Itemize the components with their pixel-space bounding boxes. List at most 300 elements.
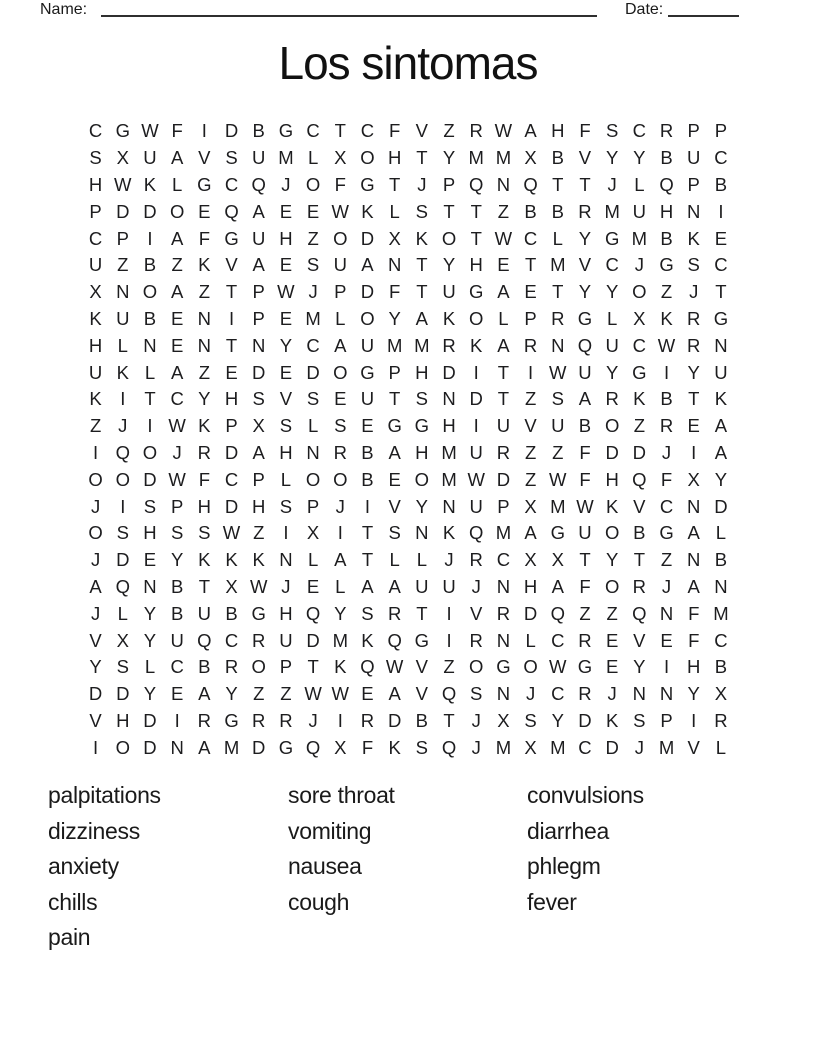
grid-letter: A	[170, 281, 184, 303]
grid-letter: E	[225, 361, 238, 383]
grid-letter: H	[279, 602, 293, 624]
grid-letter: Y	[687, 683, 700, 705]
grid-letter: M	[441, 468, 457, 490]
grid-letter: T	[198, 575, 210, 597]
grid-letter: H	[197, 495, 212, 517]
grid-letter: W	[549, 361, 567, 383]
grid-letter: Y	[89, 656, 102, 678]
grid-letter: E	[279, 361, 293, 383]
word-list-item: cough	[288, 888, 350, 915]
grid-letter: C	[714, 254, 728, 276]
grid-letter: Z	[117, 254, 129, 276]
grid-letter: S	[605, 120, 619, 142]
grid-letter: A	[252, 441, 265, 463]
grid-letter: E	[170, 683, 184, 705]
grid-letter: S	[306, 254, 320, 276]
grid-letter: O	[305, 173, 321, 195]
grid-letter: I	[147, 415, 153, 437]
grid-letter: M	[386, 334, 403, 356]
grid-letter: U	[605, 334, 619, 356]
grid-letter: Q	[632, 602, 647, 624]
grid-letter: V	[633, 629, 646, 651]
grid-letter: S	[687, 254, 700, 276]
word-list-item: fever	[527, 888, 577, 915]
grid-letter: Y	[198, 388, 211, 410]
grid-letter: F	[579, 441, 591, 463]
grid-letter: H	[523, 575, 538, 597]
grid-letter: V	[279, 388, 293, 410]
date-fill-in-line	[668, 0, 739, 17]
grid-letter: Z	[524, 468, 537, 490]
grid-letter: U	[469, 495, 483, 517]
grid-letter: V	[89, 629, 102, 651]
grid-letter: B	[714, 656, 728, 678]
grid-letter: B	[714, 549, 728, 571]
grid-letter: P	[388, 361, 401, 383]
grid-letter: N	[687, 495, 701, 517]
grid-letter: L	[117, 602, 128, 624]
grid-letter: X	[714, 683, 728, 705]
grid-letter: V	[578, 147, 592, 169]
grid-letter: J	[335, 495, 345, 517]
grid-letter: N	[496, 629, 511, 651]
grid-letter: E	[497, 254, 510, 276]
grid-letter: B	[143, 254, 157, 276]
grid-letter: Z	[633, 415, 645, 437]
grid-letter: W	[331, 683, 350, 705]
grid-letter: F	[579, 120, 591, 142]
grid-letter: Y	[170, 549, 184, 571]
grid-letter: P	[252, 307, 265, 329]
grid-letter: N	[496, 575, 511, 597]
grid-letter: P	[89, 200, 102, 222]
grid-letter: E	[306, 575, 320, 597]
grid-letter: W	[304, 683, 322, 705]
grid-letter: O	[360, 307, 375, 329]
grid-letter: Q	[115, 441, 130, 463]
grid-letter: N	[714, 334, 728, 356]
grid-letter: U	[442, 281, 456, 303]
grid-letter: J	[417, 173, 427, 195]
name-label: Name:	[40, 1, 88, 18]
grid-letter: Z	[497, 200, 510, 222]
grid-letter: R	[197, 441, 212, 463]
grid-letter: A	[388, 441, 401, 463]
grid-letter: B	[225, 602, 238, 624]
grid-letter: S	[89, 147, 102, 169]
grid-letter: O	[604, 415, 620, 437]
grid-letter: S	[306, 388, 320, 410]
grid-letter: J	[90, 495, 101, 517]
grid-letter: H	[387, 147, 402, 169]
grid-letter: Z	[660, 281, 673, 303]
grid-letter: N	[279, 549, 293, 571]
grid-letter: H	[88, 173, 103, 195]
grid-letter: C	[170, 656, 184, 678]
grid-letter: G	[469, 281, 484, 303]
grid-letter: O	[333, 227, 348, 249]
grid-letter: J	[172, 441, 182, 463]
grid-letter: V	[415, 683, 429, 705]
grid-letter: L	[144, 656, 156, 678]
grid-letter: J	[308, 281, 318, 303]
grid-letter: X	[551, 549, 564, 571]
grid-letter: R	[252, 629, 266, 651]
grid-letter: M	[550, 254, 566, 276]
grid-letter: Y	[279, 334, 293, 356]
grid-letter: U	[360, 388, 375, 410]
grid-letter: N	[659, 602, 674, 624]
grid-letter: A	[198, 736, 211, 758]
grid-letter: U	[252, 147, 266, 169]
grid-letter: D	[252, 361, 266, 383]
grid-letter: J	[471, 736, 481, 758]
grid-letter: N	[116, 281, 130, 303]
grid-letter: G	[360, 361, 375, 383]
grid-letter: E	[334, 388, 347, 410]
grid-letter: M	[495, 147, 512, 169]
grid-letter: W	[385, 656, 404, 678]
grid-letter: R	[523, 334, 538, 356]
grid-letter: Z	[606, 602, 618, 624]
grid-letter: J	[634, 736, 644, 758]
grid-letter: A	[551, 575, 564, 597]
grid-letter: Y	[551, 709, 564, 731]
grid-letter: K	[605, 709, 619, 731]
grid-letter: K	[714, 388, 728, 410]
grid-letter: Y	[334, 602, 347, 624]
grid-letter: C	[551, 629, 565, 651]
grid-letter: T	[361, 549, 374, 571]
grid-letter: R	[252, 709, 266, 731]
grid-letter: J	[118, 415, 128, 437]
grid-letter: A	[334, 549, 347, 571]
grid-letter: N	[306, 441, 320, 463]
grid-letter: H	[116, 709, 130, 731]
grid-letter: Y	[714, 468, 728, 490]
grid-letter: U	[714, 361, 728, 383]
grid-letter: Q	[441, 683, 457, 705]
grid-letter: A	[714, 441, 728, 463]
grid-letter: O	[251, 656, 266, 678]
grid-letter: D	[143, 709, 157, 731]
grid-letter: L	[335, 307, 346, 329]
grid-letter: V	[225, 254, 238, 276]
grid-letter: T	[416, 602, 428, 624]
grid-letter: O	[88, 522, 103, 544]
grid-letter: P	[660, 709, 673, 731]
grid-letter: V	[198, 147, 211, 169]
grid-letter: R	[469, 549, 483, 571]
grid-letter: C	[632, 120, 647, 142]
grid-letter: Z	[89, 415, 102, 437]
grid-letter: K	[388, 736, 401, 758]
grid-letter: P	[116, 227, 129, 249]
grid-letter: H	[415, 441, 429, 463]
grid-letter: Z	[524, 441, 537, 463]
grid-letter: U	[442, 575, 456, 597]
grid-letter: G	[360, 173, 375, 195]
grid-letter: M	[441, 441, 457, 463]
grid-letter: W	[141, 120, 159, 142]
grid-letter: F	[579, 468, 591, 490]
grid-letter: V	[89, 709, 102, 731]
grid-letter: V	[578, 254, 592, 276]
grid-letter: V	[687, 736, 700, 758]
grid-letter: A	[252, 200, 265, 222]
word-list-item: nausea	[288, 853, 362, 879]
grid-letter: D	[116, 200, 130, 222]
grid-letter: M	[550, 736, 566, 758]
grid-letter: H	[88, 334, 103, 356]
grid-letter: J	[661, 441, 672, 463]
grid-letter: U	[551, 415, 565, 437]
grid-letter: F	[389, 281, 401, 303]
grid-letter: P	[687, 173, 700, 195]
grid-letter: F	[660, 468, 673, 490]
grid-letter: B	[551, 200, 564, 222]
grid-letter: S	[470, 683, 483, 705]
grid-letter: L	[607, 307, 618, 329]
grid-letter: Y	[687, 361, 700, 383]
grid-letter: O	[469, 656, 484, 678]
grid-letter: U	[252, 227, 266, 249]
grid-letter: Q	[469, 522, 484, 544]
grid-letter: Q	[387, 629, 402, 651]
grid-letter: W	[277, 281, 295, 303]
grid-letter: E	[279, 200, 293, 222]
grid-letter: A	[578, 388, 592, 410]
grid-letter: R	[197, 709, 212, 731]
grid-letter: C	[551, 683, 565, 705]
grid-letter: O	[414, 468, 430, 490]
date-label: Date:	[625, 1, 664, 18]
grid-letter: I	[174, 709, 180, 731]
grid-letter: N	[632, 683, 647, 705]
grid-letter: T	[225, 334, 238, 356]
grid-letter: E	[524, 281, 537, 303]
grid-letter: A	[388, 575, 401, 597]
grid-letter: C	[224, 629, 239, 651]
grid-letter: R	[687, 334, 701, 356]
grid-letter: A	[198, 683, 211, 705]
grid-letter: W	[467, 468, 485, 490]
grid-letter: K	[225, 549, 238, 571]
grid-letter: S	[252, 388, 265, 410]
word-list-item: dizziness	[48, 817, 140, 844]
grid-letter: H	[415, 361, 429, 383]
grid-letter: E	[714, 227, 728, 249]
grid-letter: R	[659, 120, 674, 142]
grid-letter: Z	[198, 361, 210, 383]
grid-letter: E	[143, 549, 157, 571]
grid-letter: W	[549, 468, 567, 490]
grid-letter: O	[441, 227, 457, 249]
grid-letter: J	[281, 173, 291, 195]
grid-letter: Z	[552, 441, 564, 463]
grid-letter: B	[660, 227, 673, 249]
grid-letter: Q	[523, 173, 538, 195]
grid-letter: Z	[171, 254, 183, 276]
grid-letter: D	[387, 709, 402, 731]
grid-letter: R	[333, 441, 347, 463]
word-list-item: pain	[48, 924, 91, 950]
word-list-item: sore throat	[288, 782, 395, 808]
grid-letter: M	[223, 736, 240, 758]
grid-letter: H	[279, 441, 293, 463]
grid-letter: V	[524, 415, 537, 437]
grid-letter: G	[278, 736, 294, 758]
grid-letter: X	[252, 415, 265, 437]
grid-letter: W	[576, 495, 594, 517]
grid-letter: M	[468, 147, 484, 169]
grid-letter: X	[497, 709, 510, 731]
grid-letter: C	[659, 495, 674, 517]
grid-letter: L	[307, 549, 319, 571]
grid-letter: R	[632, 575, 647, 597]
grid-letter: E	[361, 683, 374, 705]
grid-letter: S	[415, 736, 429, 758]
grid-letter: X	[687, 468, 700, 490]
grid-letter: P	[442, 173, 456, 195]
grid-letter: N	[415, 522, 429, 544]
grid-letter: A	[687, 575, 700, 597]
grid-letter: O	[115, 736, 130, 758]
grid-letter: X	[225, 575, 238, 597]
grid-letter: S	[334, 415, 347, 437]
grid-letter: O	[142, 281, 158, 303]
grid-letter: D	[224, 441, 239, 463]
grid-letter: R	[469, 629, 483, 651]
grid-letter: Y	[442, 254, 456, 276]
grid-letter: Y	[143, 629, 157, 651]
grid-letter: B	[143, 307, 157, 329]
grid-letter: E	[687, 415, 700, 437]
grid-letter: I	[364, 495, 371, 517]
grid-letter: O	[360, 147, 375, 169]
grid-letter: S	[633, 709, 646, 731]
grid-letter: C	[523, 227, 538, 249]
grid-letter: H	[687, 656, 701, 678]
grid-letter: K	[116, 361, 129, 383]
grid-letter: D	[143, 200, 157, 222]
grid-letter: Q	[441, 736, 457, 758]
grid-letter: M	[414, 334, 430, 356]
grid-letter: I	[120, 495, 126, 517]
grid-letter: J	[308, 709, 318, 731]
grid-letter: D	[605, 441, 619, 463]
grid-letter: U	[143, 147, 157, 169]
grid-letter: L	[280, 468, 292, 490]
grid-letter: P	[279, 656, 293, 678]
grid-letter: C	[714, 147, 728, 169]
grid-letter: H	[659, 200, 674, 222]
grid-letter: Q	[550, 602, 565, 624]
grid-letter: L	[715, 522, 727, 544]
grid-letter: T	[416, 254, 428, 276]
grid-letter: T	[552, 173, 564, 195]
grid-letter: H	[252, 495, 266, 517]
grid-letter: P	[714, 120, 728, 142]
grid-letter: X	[116, 629, 129, 651]
grid-letter: L	[172, 173, 183, 195]
grid-letter: K	[198, 415, 211, 437]
grid-letter: C	[306, 334, 320, 356]
grid-letter: E	[388, 468, 401, 490]
grid-letter: S	[279, 415, 293, 437]
grid-letter: D	[714, 495, 728, 517]
grid-letter: K	[633, 388, 646, 410]
grid-letter: T	[497, 361, 510, 383]
grid-letter: R	[360, 709, 375, 731]
grid-letter: X	[116, 147, 129, 169]
grid-letter: S	[524, 709, 537, 731]
grid-letter: A	[524, 522, 537, 544]
grid-letter: X	[388, 227, 401, 249]
grid-letter: R	[714, 709, 728, 731]
grid-letter: Y	[633, 147, 646, 169]
grid-letter: B	[633, 522, 646, 544]
grid-letter: I	[446, 629, 452, 651]
grid-letter: T	[633, 549, 645, 571]
grid-letter: L	[715, 736, 727, 758]
grid-letter: R	[578, 683, 592, 705]
grid-letter: N	[197, 334, 212, 356]
grid-letter: Z	[660, 549, 673, 571]
grid-letter: B	[660, 388, 673, 410]
grid-letter: B	[170, 575, 184, 597]
grid-letter: C	[306, 120, 320, 142]
grid-letter: W	[222, 522, 241, 544]
grid-letter: M	[495, 522, 512, 544]
grid-letter: D	[143, 468, 157, 490]
grid-letter: A	[497, 281, 510, 303]
grid-letter: L	[498, 307, 509, 329]
grid-letter: I	[283, 522, 289, 544]
grid-letter: L	[335, 575, 346, 597]
grid-letter: J	[607, 683, 617, 705]
word-list-item: chills	[48, 888, 98, 915]
grid-letter: Y	[143, 683, 157, 705]
grid-letter: L	[389, 549, 400, 571]
grid-letter: V	[415, 656, 429, 678]
grid-letter: H	[605, 468, 619, 490]
grid-letter: I	[93, 441, 99, 463]
grid-letter: O	[142, 441, 158, 463]
grid-letter: D	[306, 361, 320, 383]
grid-letter: S	[279, 495, 293, 517]
grid-letter: D	[116, 549, 130, 571]
grid-letter: J	[471, 575, 481, 597]
grid-letter: S	[198, 522, 211, 544]
grid-letter: I	[691, 441, 697, 463]
grid-letter: H	[442, 415, 456, 437]
grid-letter: I	[718, 200, 724, 222]
grid-letter: G	[550, 522, 565, 544]
word-bank-column-3	[527, 778, 644, 920]
grid-letter: D	[442, 361, 456, 383]
grid-letter: H	[143, 522, 157, 544]
grid-letter: U	[578, 522, 592, 544]
grid-letter: X	[524, 549, 537, 571]
grid-letter: U	[116, 307, 130, 329]
grid-letter: R	[496, 441, 511, 463]
grid-letter: K	[361, 200, 374, 222]
grid-letter: C	[360, 120, 375, 142]
grid-letter: I	[663, 656, 670, 678]
grid-letter: N	[143, 334, 157, 356]
grid-letter: C	[496, 549, 511, 571]
